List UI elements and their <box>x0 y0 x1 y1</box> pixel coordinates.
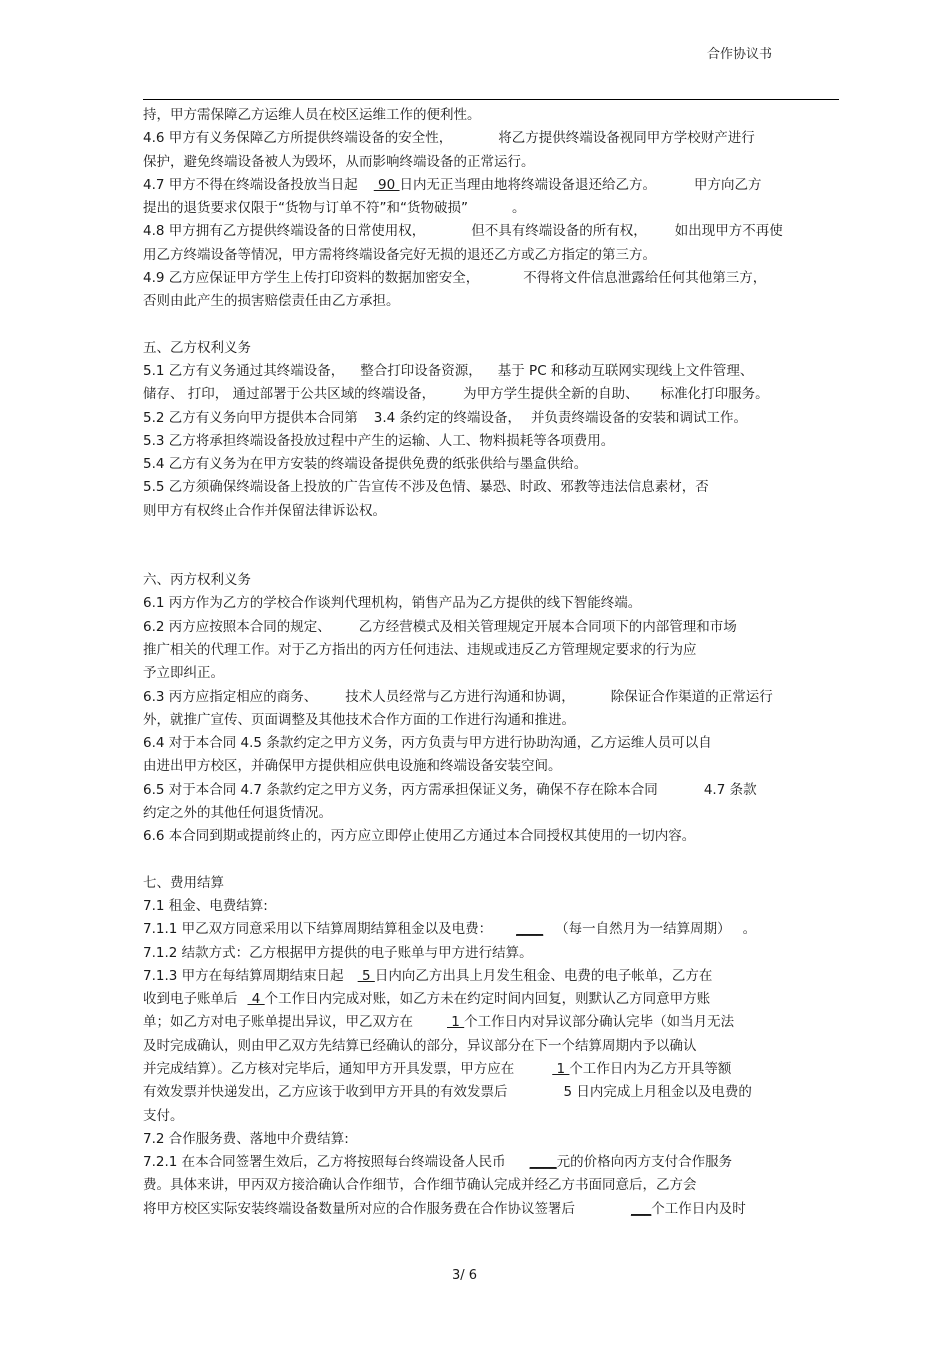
clause-line: 保护，避免终端设备被人为毁坏，从而影响终端设备的正常运行。 <box>143 153 535 170</box>
clause-line: 推广相关的代理工作。对于乙方指出的丙方任何违法、违规或违反乙方管理规定要求的行为应 <box>143 641 697 658</box>
clause-5-5: 5.5 乙方须确保终端设备上投放的广告宣传不涉及色情、暴恐、时政、邪教等违法信息素材，否 <box>143 479 709 496</box>
clause-7-1-3: 7.1.3 甲方在每结算周期结束日起 5 日内向乙方出具上月发生租金、电费的电子帐单，乙方在 <box>143 967 713 984</box>
section-heading-5: 五、乙方权利义务 <box>143 339 251 356</box>
clause-4-6: 4.6 甲方有义务保障乙方所提供终端设备的安全性， 将乙方提供终端设备视同甲方学校财产进行 <box>143 130 755 147</box>
clause-4-9: 4.9 乙方应保证甲方学生上传打印资料的数据加密安全， 不得将文件信息泄露给任何其他第三方， <box>143 270 767 287</box>
clause-7-2: 7.2 合作服务费、落地中介费结算: <box>143 1130 349 1147</box>
header-title: 合作协议书 <box>707 47 773 62</box>
clause-6-3: 6.3 丙方应指定相应的商务、 技术人员经常与乙方进行沟通和协调， 除保证合作渠道的正常运行 <box>143 688 773 705</box>
clause-7-1-2: 7.1.2 结款方式：乙方根据甲方提供的电子账单与甲方进行结算。 <box>143 944 533 961</box>
document-body <box>143 104 839 1221</box>
clause-6-1: 6.1 丙方作为乙方的学校合作谈判代理机构，销售产品为乙方提供的线下智能终端。 <box>143 595 642 612</box>
clause-5-2: 5.2 乙方有义务向甲方提供本合同第 3.4 条约定的终端设备， 并负责终端设备的安装和调试工作。 <box>143 409 748 426</box>
clause-line: 单；如乙方对电子账单提出异议，甲乙双方在 1 个工作日内对异议部分确认完毕（如当月无法 <box>143 1014 735 1031</box>
clause-line: 持，甲方需保障乙方运维人员在校区运维工作的便利性。 <box>143 107 481 123</box>
section-heading-6: 六、丙方权利义务 <box>143 572 251 589</box>
clause-line: 及时完成确认，则由甲乙双方先结算已经确认的部分，异议部分在下一个结算周期内予以确认 <box>143 1037 697 1054</box>
clause-line: 提出的退货要求仅限于“货物与订单不符”和“货物破损” 。 <box>143 200 526 217</box>
clause-line: 外，就推广宣传、页面调整及其他技术合作方面的工作进行沟通和推进。 <box>143 711 575 728</box>
clause-7-1-1: 7.1.1 甲乙双方同意采用以下结算周期结算租金以及电费： ____ （每一自然月为一结算周期） 。 <box>143 921 757 938</box>
clause-7-1: 7.1 租金、电费结算: <box>143 897 268 914</box>
page-number: 3/ 6 <box>452 1268 478 1283</box>
clause-line: 收到电子账单后 4 个工作日内完成对账，如乙方未在约定时间内回复，则默认乙方同意甲方账 <box>143 991 711 1008</box>
clause-line: 费。具体来讲，甲丙双方接洽确认合作细节，合作细节确认完成并经乙方书面同意后，乙方会 <box>143 1177 697 1194</box>
clause-line: 予立即纠正。 <box>143 665 224 682</box>
clause-line: 并完成结算）。乙方核对完毕后，通知甲方开具发票，甲方应在 1 个工作日内为乙方开具等额 <box>143 1060 732 1077</box>
clause-6-4: 6.4 对于本合同 4.5 条款约定之甲方义务，丙方负责与甲方进行协助沟通，乙方运维人员可以自 <box>143 735 712 752</box>
clause-6-5: 6.5 对于本合同 4.7 条款约定之甲方义务，丙方需承担保证义务，确保不存在除本合同 4.7 条款 <box>143 781 757 798</box>
clause-5-4: 5.4 乙方有义务为在甲方安装的终端设备提供免费的纸张供给与墨盒供给。 <box>143 456 588 473</box>
clause-line: 支付。 <box>143 1107 184 1124</box>
clause-5-1: 5.1 乙方有义务通过其终端设备， 整合打印设备资源， 基于 PC 和移动互联网实现线上文件管理、 <box>143 362 754 379</box>
header-rule <box>143 99 839 100</box>
clause-line: 用乙方终端设备等情况，甲方需将终端设备完好无损的退还乙方或乙方指定的第三方。 <box>143 246 656 263</box>
clause-4-7: 4.7 甲方不得在终端设备投放当日起 90 日内无正当理由地将终端设备退还给乙方。 甲方向乙方 <box>143 176 762 193</box>
clause-7-2-1: 7.2.1 在本合同签署生效后，乙方将按照每台终端设备人民币 ____元的价格向丙方支付合作服务 <box>143 1154 733 1171</box>
clause-line: 储存、 打印， 通过部署于公共区域的终端设备， 为甲方学生提供全新的自助、 标准化打印服务。 <box>143 386 769 403</box>
clause-line: 由进出甲方校区，并确保甲方提供相应供电设施和终端设备安装空间。 <box>143 758 562 775</box>
clause-6-6: 6.6 本合同到期或提前终止的，丙方应立即停止使用乙方通过本合同授权其使用的一切内容。 <box>143 828 696 845</box>
clause-5-3: 5.3 乙方将承担终端设备投放过程中产生的运输、人工、物料损耗等各项费用。 <box>143 432 615 449</box>
clause-line: 约定之外的其他任何退货情况。 <box>143 805 332 822</box>
clause-line: 否则由此产生的损害赔偿责任由乙方承担。 <box>143 293 400 310</box>
clause-4-8: 4.8 甲方拥有乙方提供终端设备的日常使用权， 但不具有终端设备的所有权， 如出现甲方不再使 <box>143 223 783 240</box>
clause-6-2: 6.2 丙方应按照本合同的规定、 乙方经营模式及相关管理规定开展本合同项下的内部管理和市场 <box>143 618 737 635</box>
clause-line: 则甲方有权终止合作并保留法律诉讼权。 <box>143 502 386 519</box>
clause-line: 将甲方校区实际安装终端设备数量所对应的合作服务费在合作协议签署后 ___个工作日内及时 <box>143 1200 746 1217</box>
section-heading-7: 七、费用结算 <box>143 874 224 891</box>
clause-line: 有效发票并快递发出，乙方应该于收到甲方开具的有效发票后 5 日内完成上月租金以及电费的 <box>143 1084 752 1101</box>
